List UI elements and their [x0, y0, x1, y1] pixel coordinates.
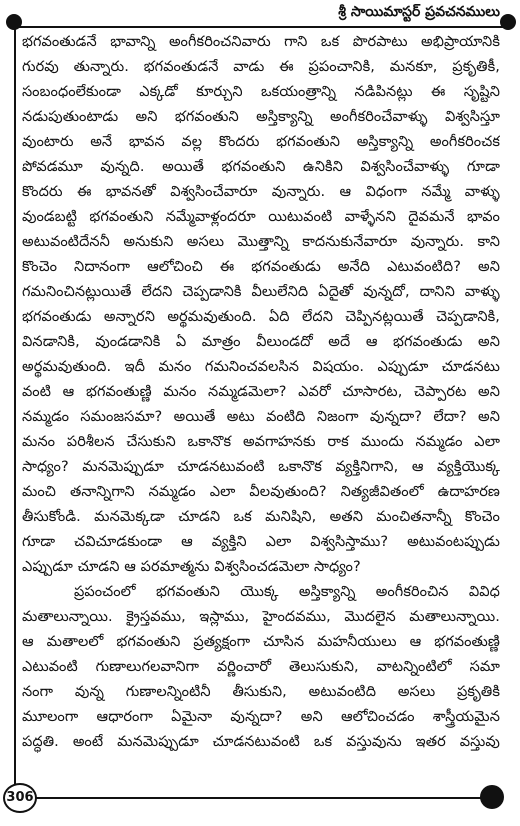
footer-right-dot: [480, 785, 504, 809]
text-line: సంబంధంలేకుండా ఎక్కడో కూర్చుని ఒకయంత్రాన్ని నడిపినట్లు ఈ సృష్టిని: [22, 84, 500, 100]
paragraph-start-line: ప్రపంచంలో భగవంతుని యొక్క అస్తిక్యాన్ని అంగీకరించిన వివిధ: [74, 584, 500, 600]
text-line: గమనించినట్లుయితే లేదని చెప్పడానికి వీలులేనిది ఏదైతో వున్నదో, దానిని వాళ్ళు: [22, 284, 500, 300]
text-line: తీసుకోండి. మనమెక్కడా చూడని ఒక మనిషిని, అతని మంచితనాన్నీ కొంచెం: [22, 509, 500, 525]
text-line: ఆ మతాలలో భగవంతుని ప్రత్యక్షంగా చూసిన మహనీయులు ఆ భగవంతుణ్ణి: [22, 634, 500, 650]
text-line: భగవంతుడనే భావాన్ని అంగీకరించనివారు గాని ఒక పొరపాటు అభిప్రాయానికి: [22, 34, 500, 50]
text-line: సాధ్యం? మనమెప్పుడూ చూడనటువంటి ఒకానొక వ్యక్తినిగాని, ఆ వ్యక్తియొక్క: [22, 459, 500, 475]
text-line: మంచి తనాన్నిగాని నమ్మడం ఎలా వీలవుతుంది? నిత్యజీవితంలో ఉదాహరణ: [22, 484, 500, 500]
header-rule: [12, 26, 512, 28]
text-line: వంటి ఆ భగవంతుణ్ణి మనం నమ్మడమెలా? ఎవరో చూసారట, చెప్పారట అని: [22, 384, 500, 400]
text-line: వినడానికి, వుండడానికి ఏ మాత్రం వీలుండదో అదే ఆ భగవంతుడు అని: [22, 334, 500, 350]
text-line: వుంటారు అనే భావన వల్ల కొందరు భగవంతుని అస్తిక్యాన్ని అంగీకరించక: [22, 134, 500, 150]
text-line: కొంచెం నిదానంగా ఆలోచించి ఈ భగవంతుడు అనేది ఎటువంటిది? అని: [22, 259, 500, 275]
footer-rule: [30, 797, 496, 799]
left-margin-rule: [14, 28, 16, 786]
text-line: నడుపుతుంటాడు అని భగవంతుని అస్తిక్యాన్ని అంగీకరించేవాళ్ళు విశ్వసిస్తూ: [22, 109, 500, 125]
text-line: పోవడమూ వున్నది. అయితే భగవంతుని ఉనికిని విశ్వసించేవాళ్ళు గూడా: [22, 159, 500, 175]
text-line: భగవంతుడు అన్నారని అర్థమవుతుంది. ఏది లేదని చెప్పినట్లయితే చెప్పడానికి,: [22, 309, 500, 325]
text-line: అటువంటిదేననీ అనుకుని అసలు మొత్తాన్ని కాదనుకునేవారూ వున్నారు. కాని: [22, 234, 500, 250]
text-line: గూడా చవిచూడకుండా ఆ వ్యక్తిని ఎలా విశ్వసిస్తాము? అటువంటప్పుడు: [22, 534, 500, 550]
header-right-dot: [500, 14, 516, 30]
text-line: ఎటువంటి గుణాలుగలవానిగా వర్ణించారో తెలుసుకుని, వాటన్నింటిలో సమా: [22, 659, 500, 675]
text-line: పద్ధతి. అంటే మనమెప్పుడూ చూడనటువంటి ఒక వస్తువును ఇతర వస్తువు: [22, 734, 500, 750]
text-line: వుండబట్టి భగవంతుని నమ్మేవాళ్లందరూ యిటువంటి వాళ్ళేనని దైవమనే భావం: [22, 209, 500, 225]
text-line: అర్థమవుతుంది. ఇదీ మనం గమనించవలసిన విషయం. ఎప్పుడూ చూడనటు: [22, 359, 500, 375]
text-line: మనం పరిశీలన చేసుకుని ఒకానొక అవగాహనకు రాక ముందు నమ్మడం ఎలా: [22, 434, 500, 450]
paragraph-end-line: ఎప్పుడూ చూడని ఆ పరమాత్మను విశ్వసించడమెలా సాధ్యం?: [22, 559, 361, 575]
text-line: మతాలున్నాయి. క్రైస్తవము, ఇస్లాము, హైందవము, మొదలైన మతాలున్నాయి.: [22, 609, 500, 625]
page-number-badge: 306: [3, 783, 37, 813]
text-line: నంగా వున్న గుణాలన్నింటినీ తీసుకుని, అటువంటిది అసలు ప్రకృతికి: [22, 684, 500, 700]
running-header-title: శ్రీ సాయిమాస్టర్ ప్రవచనములు: [338, 4, 500, 20]
body-text: [22, 30, 500, 755]
text-line: మూలంగా ఆధారంగా ఏమైనా వున్నదా? అని ఆలోచించడం శాస్త్రీయమైన: [22, 709, 500, 725]
text-line: గురవు తున్నారు. భగవంతుడనే వాడు ఈ ప్రపంచానికి, మనకూ, ప్రకృతికీ,: [22, 59, 500, 75]
text-line: కొందరు ఈ భావనతో విశ్వసించేవారూ వున్నారు. ఆ విధంగా నమ్మే వాళ్ళు: [22, 184, 500, 200]
text-line: నమ్మడం సమంజసమా? అయితే అటు వంటిది నిజంగా వున్నదా? లేదా? అని: [22, 409, 500, 425]
